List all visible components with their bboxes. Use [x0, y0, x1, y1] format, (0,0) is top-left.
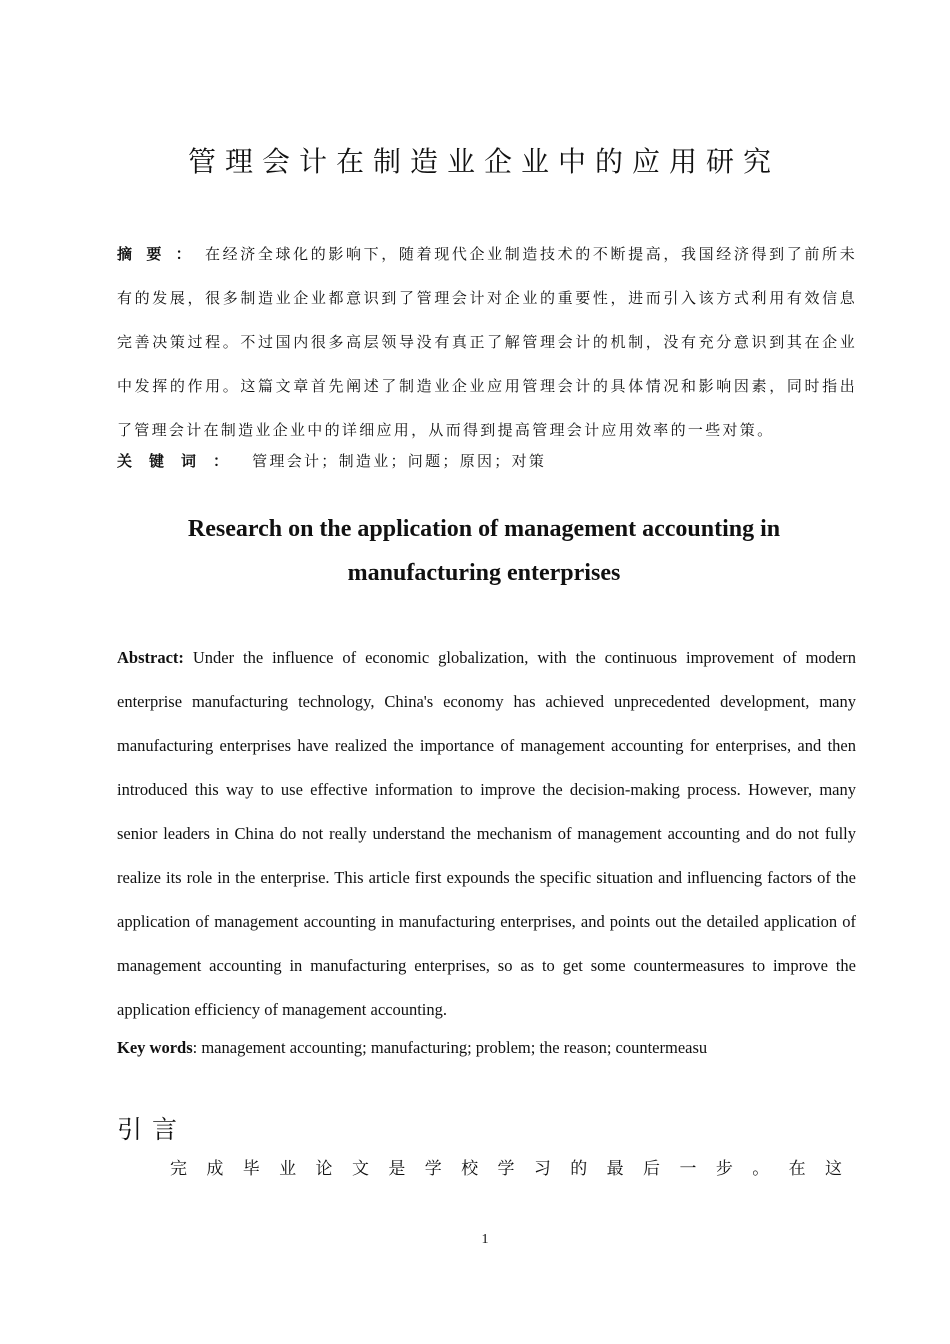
chinese-abstract-label: 摘要： — [117, 245, 205, 263]
english-keywords — [117, 1035, 857, 1061]
english-keywords-text: : management accounting; manufacturing; problem; the reason; countermeasu — [192, 1038, 708, 1057]
chinese-abstract — [117, 232, 857, 452]
chinese-keywords-label: 关键词： — [117, 452, 246, 470]
chinese-keywords — [117, 446, 857, 476]
english-abstract — [117, 636, 856, 1032]
english-title-line-2: manufacturing enterprises — [347, 560, 621, 586]
english-abstract-text: Under the influence of economic globalization, with the continuous improvement of modern enterprise manufacturing technology, China's economy has achieved unprecedented development, many manufacturing enterprises have realized the importance of management accounting for enterprises, and then introduced this way to use effective information to improve the decision-making process. However, many senior leaders in China do not really understand the mechanism of management accounting and do not fully realize its role in the enterprise. This article first expounds the specific situation and influencing factors of the application of management accounting in manufacturing enterprises, and points out the detailed application of management accounting in manufacturing enterprises, so as to get some countermeasures to improve the application efficiency of management accounting. — [117, 648, 856, 1019]
section-heading-introduction: 引言 — [117, 1115, 188, 1144]
introduction-paragraph: 完成毕业论文是学校学习的最后一步。在这 — [170, 1159, 842, 1179]
english-abstract-label: Abstract: — [117, 648, 184, 667]
chinese-title: 管理会计在制造业企业中的应用研究 — [187, 145, 780, 178]
chinese-keywords-text: 管理会计；制造业；问题；原因；对策 — [252, 452, 547, 470]
page-number: 1 — [481, 1232, 489, 1247]
english-title — [0, 507, 950, 595]
english-title-line-1: Research on the application of management accounting in — [187, 516, 781, 542]
chinese-abstract-text: 在经济全球化的影响下，随着现代企业制造技术的不断提高，我国经济得到了前所未有的发展，很多制造业企业都意识到了管理会计对企业的重要性，进而引入该方式利用有效信息完善决策过程。不过国内很多高层领导没有真正了解管理会计的机制，没有充分意识到其在企业中发挥的作用。这篇文章首先阐述了制造业企业应用管理会计的具体情况和影响因素，同时指出了管理会计在制造业企业中的详细应用，从而得到提高管理会计应用效率的一些对策。 — [117, 245, 857, 439]
english-keywords-label: Key words — [117, 1038, 193, 1057]
